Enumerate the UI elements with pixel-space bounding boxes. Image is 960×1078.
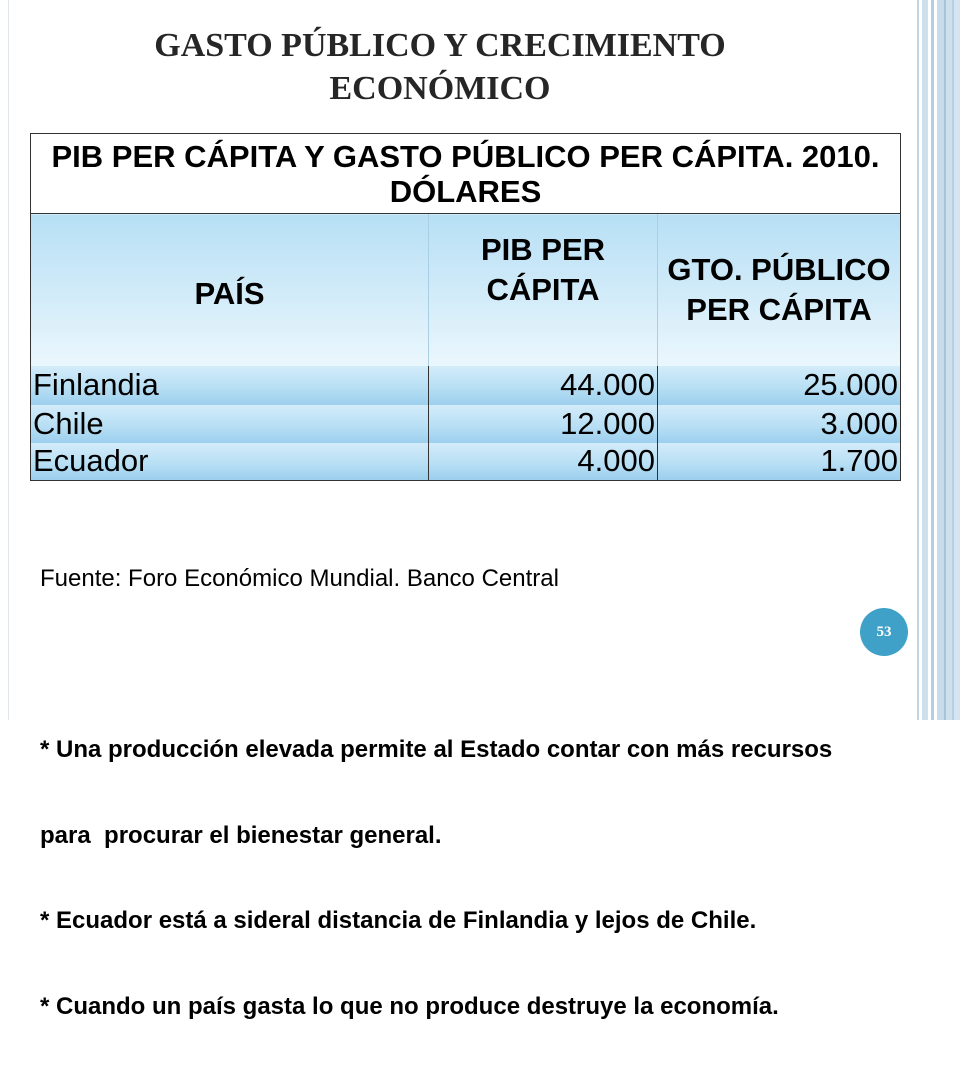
slide-title-line: ECONÓMICO xyxy=(329,70,551,107)
cell-gasto: 1.700 xyxy=(658,443,901,481)
data-table xyxy=(30,133,901,481)
column-header-pib xyxy=(429,214,658,366)
table-caption-line: PIB PER CÁPITA Y GASTO PÚBLICO PER CÁPITA. 2010. xyxy=(51,138,880,174)
cell-pais: Chile xyxy=(31,405,429,443)
note-line: * Cuando un país gasta lo que no produce destruye la economía. xyxy=(40,992,779,1020)
notes-block xyxy=(40,508,832,1078)
cell-pais: Ecuador xyxy=(31,443,429,481)
slide-title xyxy=(110,24,770,110)
column-header-label: PAÍS xyxy=(194,275,265,311)
page-number-badge xyxy=(860,608,908,656)
cell-pais: Finlandia xyxy=(31,366,429,405)
right-border-line xyxy=(917,0,919,720)
right-border-stripe xyxy=(931,0,934,720)
table-row xyxy=(31,405,901,443)
column-header-pais xyxy=(31,214,429,366)
table-caption-line: DÓLARES xyxy=(389,173,542,209)
table-caption-row xyxy=(31,134,901,214)
column-header-gasto xyxy=(658,214,901,366)
column-header-label: CÁPITA xyxy=(486,271,600,307)
page-number: 53 xyxy=(876,624,892,640)
cell-pib: 4.000 xyxy=(429,443,658,481)
column-header-label: GTO. PÚBLICO xyxy=(667,251,891,287)
left-border-line xyxy=(8,0,9,720)
right-border-stripe xyxy=(922,0,928,720)
slide-title-line: GASTO PÚBLICO Y CRECIMIENTO xyxy=(154,27,726,64)
note-line: * Una producción elevada permite al Estado contar con más recursos xyxy=(40,736,833,763)
cell-gasto: 3.000 xyxy=(658,405,901,443)
cell-gasto: 25.000 xyxy=(658,366,901,405)
table-row xyxy=(31,443,901,481)
cell-pib: 12.000 xyxy=(429,405,658,443)
table-caption xyxy=(31,134,901,214)
note-line: * Ecuador está a sideral distancia de Finlandia y lejos de Chile. xyxy=(40,907,757,934)
column-header-label: PIB PER xyxy=(480,231,606,267)
source-note: Fuente: Foro Económico Mundial. Banco Central xyxy=(40,565,559,592)
table-header-row xyxy=(31,214,901,366)
column-header-label: PER CÁPITA xyxy=(686,291,872,327)
cell-pib: 44.000 xyxy=(429,366,658,405)
right-border-stripe xyxy=(937,0,960,720)
table-row xyxy=(31,366,901,405)
note-line: para procurar el bienestar general. xyxy=(40,821,442,849)
notes-spacer xyxy=(40,651,832,680)
